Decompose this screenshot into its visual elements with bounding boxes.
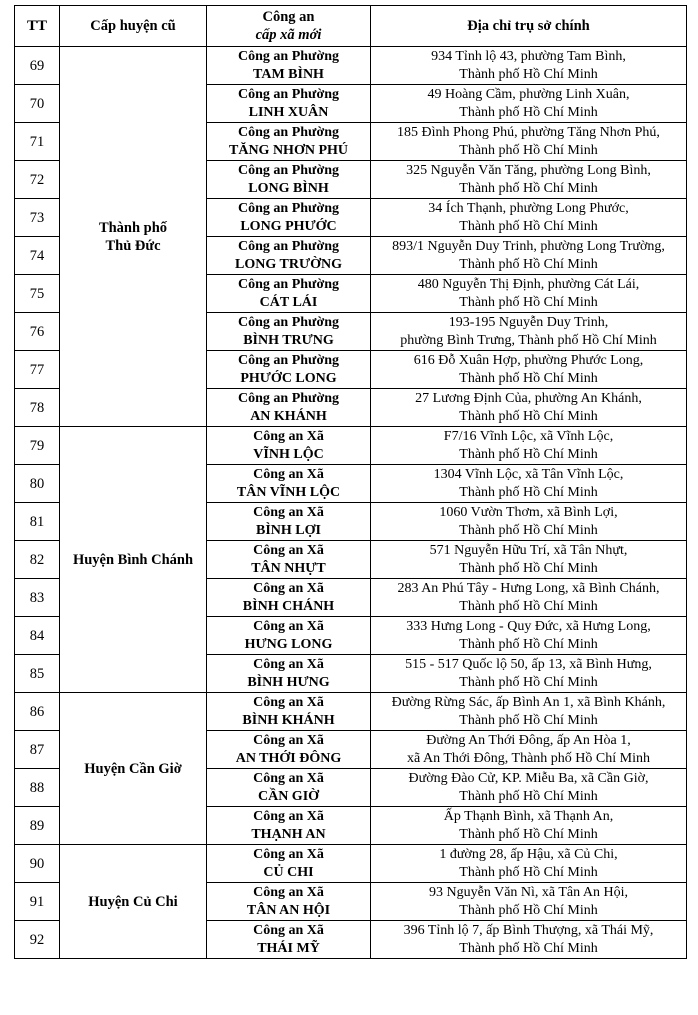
unit-name: PHƯỚC LONG	[240, 370, 337, 386]
row-number: 79	[15, 427, 60, 465]
unit-name: BÌNH TRƯNG	[243, 332, 334, 348]
address-line2: Thành phố Hồ Chí Minh	[459, 674, 598, 690]
row-number: 69	[15, 47, 60, 85]
row-number: 80	[15, 465, 60, 503]
address-cell	[371, 85, 687, 123]
address-cell	[371, 921, 687, 959]
address-line2: Thành phố Hồ Chí Minh	[459, 598, 598, 614]
unit-type: Công an Xã	[253, 694, 324, 710]
address-line1: 283 An Phú Tây - Hưng Long, xã Bình Chánh,	[397, 580, 660, 596]
unit-name: TÂN VĨNH LỘC	[236, 484, 341, 500]
police-address-table	[14, 5, 687, 959]
table-header-row	[15, 6, 687, 47]
unit-name: CẦN GIỜ	[257, 788, 320, 804]
address-line2: Thành phố Hồ Chí Minh	[459, 218, 598, 234]
row-number: 85	[15, 655, 60, 693]
address-line1: 49 Hoàng Cầm, phường Linh Xuân,	[427, 86, 630, 102]
unit-name: THẠNH AN	[251, 826, 326, 842]
new-unit-cell	[207, 693, 371, 731]
unit-name: BÌNH HƯNG	[247, 674, 330, 690]
address-cell	[371, 807, 687, 845]
old-district-name-line2: Thủ Đức	[105, 237, 161, 254]
unit-type: Công an Phường	[238, 390, 339, 406]
address-line1: 934 Tỉnh lộ 43, phường Tam Bình,	[431, 48, 626, 64]
table-body	[15, 47, 687, 959]
new-unit-cell	[207, 389, 371, 427]
address-line2: Thành phố Hồ Chí Minh	[459, 66, 598, 82]
table-row	[15, 845, 687, 883]
unit-name: LONG PHƯỚC	[240, 218, 337, 234]
new-unit-cell	[207, 845, 371, 883]
address-cell	[371, 845, 687, 883]
address-line1: 893/1 Nguyễn Duy Trinh, phường Long Trường,	[392, 238, 665, 254]
new-unit-cell	[207, 769, 371, 807]
table-row	[15, 47, 687, 85]
unit-type: Công an Phường	[238, 162, 339, 178]
address-line2: Thành phố Hồ Chí Minh	[459, 826, 598, 842]
row-number: 70	[15, 85, 60, 123]
address-cell	[371, 275, 687, 313]
row-number: 78	[15, 389, 60, 427]
address-cell	[371, 503, 687, 541]
unit-type: Công an Xã	[253, 732, 324, 748]
new-unit-cell	[207, 617, 371, 655]
address-line1: 93 Nguyễn Văn Nì, xã Tân An Hội,	[429, 884, 628, 900]
unit-name: BÌNH CHÁNH	[242, 598, 335, 614]
unit-type: Công an Xã	[253, 542, 324, 558]
old-district-name-line1: Huyện Cần Giờ	[84, 760, 182, 777]
new-unit-cell	[207, 503, 371, 541]
new-unit-cell	[207, 465, 371, 503]
unit-type: Công an Phường	[238, 200, 339, 216]
old-district-name-line1: Thành phố	[98, 219, 168, 236]
new-unit-cell	[207, 275, 371, 313]
unit-type: Công an Xã	[253, 846, 324, 862]
address-cell	[371, 47, 687, 85]
address-cell	[371, 161, 687, 199]
address-cell	[371, 123, 687, 161]
address-line1: 515 - 517 Quốc lộ 50, ấp 13, xã Bình Hưng,	[405, 656, 652, 672]
new-unit-cell	[207, 579, 371, 617]
unit-type: Công an Xã	[253, 770, 324, 786]
address-line2: Thành phố Hồ Chí Minh	[459, 712, 598, 728]
address-cell	[371, 465, 687, 503]
new-unit-cell	[207, 47, 371, 85]
new-unit-cell	[207, 237, 371, 275]
old-district-cell	[60, 427, 207, 693]
row-number: 92	[15, 921, 60, 959]
new-unit-cell	[207, 427, 371, 465]
row-number: 91	[15, 883, 60, 921]
row-number: 89	[15, 807, 60, 845]
row-number: 83	[15, 579, 60, 617]
unit-name: AN KHÁNH	[250, 408, 327, 424]
row-number: 77	[15, 351, 60, 389]
address-line2: Thành phố Hồ Chí Minh	[459, 940, 598, 956]
unit-name: TÂN AN HỘI	[246, 902, 331, 918]
address-cell	[371, 655, 687, 693]
header-address: Địa chỉ trụ sở chính	[371, 6, 687, 47]
unit-name: CÁT LÁI	[259, 294, 318, 310]
row-number: 86	[15, 693, 60, 731]
unit-name: LONG TRƯỜNG	[235, 256, 342, 272]
header-old-district: Cấp huyện cũ	[60, 6, 207, 47]
unit-type: Công an Xã	[253, 656, 324, 672]
new-unit-cell	[207, 655, 371, 693]
header-new-unit-line1: Công an	[262, 9, 315, 25]
new-unit-cell	[207, 921, 371, 959]
unit-type: Công an Phường	[238, 352, 339, 368]
address-line1: 396 Tỉnh lộ 7, ấp Bình Thượng, xã Thái Mỹ,	[403, 922, 654, 938]
row-number: 87	[15, 731, 60, 769]
address-cell	[371, 617, 687, 655]
address-line1: Đường Rừng Sác, ấp Bình An 1, xã Bình Khánh,	[391, 694, 666, 710]
address-cell	[371, 237, 687, 275]
address-cell	[371, 883, 687, 921]
unit-type: Công an Xã	[253, 808, 324, 824]
address-cell	[371, 579, 687, 617]
address-line1: 185 Đình Phong Phú, phường Tăng Nhơn Phú,	[397, 124, 660, 140]
unit-type: Công an Xã	[253, 504, 324, 520]
new-unit-cell	[207, 807, 371, 845]
address-line2: Thành phố Hồ Chí Minh	[459, 522, 598, 538]
unit-name: LINH XUÂN	[248, 104, 329, 120]
address-line1: 616 Đỗ Xuân Hợp, phường Phước Long,	[413, 352, 644, 368]
new-unit-cell	[207, 85, 371, 123]
unit-type: Công an Phường	[238, 238, 339, 254]
header-new-unit-line2: cấp xã mới	[255, 27, 322, 43]
unit-type: Công an Xã	[253, 428, 324, 444]
address-line2: Thành phố Hồ Chí Minh	[459, 902, 598, 918]
address-line1: Ấp Thạnh Bình, xã Thạnh An,	[443, 808, 614, 824]
row-number: 72	[15, 161, 60, 199]
address-line1: Đường An Thới Đông, ấp An Hòa 1,	[426, 732, 631, 748]
row-number: 82	[15, 541, 60, 579]
address-cell	[371, 693, 687, 731]
address-cell	[371, 199, 687, 237]
table-row	[15, 693, 687, 731]
address-cell	[371, 769, 687, 807]
address-line2: Thành phố Hồ Chí Minh	[459, 180, 598, 196]
header-new-unit	[207, 6, 371, 47]
address-cell	[371, 313, 687, 351]
new-unit-cell	[207, 313, 371, 351]
unit-type: Công an Phường	[238, 124, 339, 140]
address-line1: 333 Hưng Long - Quy Đức, xã Hưng Long,	[406, 618, 651, 634]
row-number: 88	[15, 769, 60, 807]
address-line2: Thành phố Hồ Chí Minh	[459, 104, 598, 120]
unit-name: HƯNG LONG	[244, 636, 333, 652]
row-number: 84	[15, 617, 60, 655]
unit-name: CỦ CHI	[263, 864, 314, 880]
row-number: 75	[15, 275, 60, 313]
row-number: 81	[15, 503, 60, 541]
address-line1: 193-195 Nguyễn Duy Trinh,	[448, 314, 609, 330]
address-cell	[371, 351, 687, 389]
unit-type: Công an Xã	[253, 466, 324, 482]
address-cell	[371, 731, 687, 769]
unit-type: Công an Xã	[253, 884, 324, 900]
unit-name: TAM BÌNH	[253, 66, 324, 82]
unit-name: BÌNH LỢI	[256, 522, 321, 538]
new-unit-cell	[207, 123, 371, 161]
address-line2: Thành phố Hồ Chí Minh	[459, 256, 598, 272]
address-line1: 1304 Vĩnh Lộc, xã Tân Vĩnh Lộc,	[433, 466, 624, 482]
unit-type: Công an Phường	[238, 276, 339, 292]
row-number: 73	[15, 199, 60, 237]
header-tt: TT	[15, 6, 60, 47]
unit-type: Công an Phường	[238, 86, 339, 102]
address-line1: 571 Nguyễn Hữu Trí, xã Tân Nhựt,	[429, 542, 628, 558]
address-line2: Thành phố Hồ Chí Minh	[459, 788, 598, 804]
new-unit-cell	[207, 731, 371, 769]
address-cell	[371, 427, 687, 465]
address-line1: 1060 Vườn Thơm, xã Bình Lợi,	[439, 504, 618, 520]
table-row	[15, 427, 687, 465]
row-number: 90	[15, 845, 60, 883]
unit-name: LONG BÌNH	[248, 180, 329, 196]
address-cell	[371, 389, 687, 427]
address-line1: 480 Nguyễn Thị Định, phường Cát Lái,	[417, 276, 640, 292]
address-line2: Thành phố Hồ Chí Minh	[459, 446, 598, 462]
address-line2: Thành phố Hồ Chí Minh	[459, 484, 598, 500]
address-line2: Thành phố Hồ Chí Minh	[459, 142, 598, 158]
old-district-name-line1: Huyện Bình Chánh	[72, 551, 194, 568]
unit-type: Công an Phường	[238, 314, 339, 330]
old-district-name-line1: Huyện Củ Chi	[88, 893, 178, 910]
address-line1: F7/16 Vĩnh Lộc, xã Vĩnh Lộc,	[443, 428, 614, 444]
unit-name: THÁI MỸ	[257, 940, 320, 956]
unit-type: Công an Xã	[253, 580, 324, 596]
new-unit-cell	[207, 199, 371, 237]
new-unit-cell	[207, 351, 371, 389]
address-line2: Thành phố Hồ Chí Minh	[459, 294, 598, 310]
address-line1: 1 đường 28, ấp Hậu, xã Củ Chi,	[439, 846, 618, 862]
new-unit-cell	[207, 541, 371, 579]
row-number: 74	[15, 237, 60, 275]
unit-name: TÂN NHỰT	[251, 560, 326, 576]
row-number: 76	[15, 313, 60, 351]
unit-name: VĨNH LỘC	[253, 446, 324, 462]
unit-name: AN THỚI ĐÔNG	[235, 750, 342, 766]
unit-type: Công an Xã	[253, 618, 324, 634]
address-line2: Thành phố Hồ Chí Minh	[459, 408, 598, 424]
address-line2: Thành phố Hồ Chí Minh	[459, 636, 598, 652]
new-unit-cell	[207, 883, 371, 921]
old-district-cell	[60, 693, 207, 845]
new-unit-cell	[207, 161, 371, 199]
unit-type: Công an Phường	[238, 48, 339, 64]
address-line2: Thành phố Hồ Chí Minh	[459, 560, 598, 576]
address-line2: Thành phố Hồ Chí Minh	[459, 864, 598, 880]
unit-type: Công an Xã	[253, 922, 324, 938]
row-number: 71	[15, 123, 60, 161]
address-line2: xã An Thới Đông, Thành phố Hồ Chí Minh	[407, 750, 650, 766]
address-line2: phường Bình Trưng, Thành phố Hồ Chí Minh	[400, 332, 657, 348]
address-line1: 325 Nguyễn Văn Tăng, phường Long Bình,	[406, 162, 651, 178]
old-district-cell	[60, 845, 207, 959]
unit-name: BÌNH KHÁNH	[242, 712, 335, 728]
unit-name: TĂNG NHƠN PHÚ	[229, 142, 348, 158]
address-line1: 34 Ích Thạnh, phường Long Phước,	[428, 200, 629, 216]
address-line1: 27 Lương Định Của, phường An Khánh,	[415, 390, 642, 406]
old-district-cell	[60, 47, 207, 427]
address-line2: Thành phố Hồ Chí Minh	[459, 370, 598, 386]
address-line1: Đường Đào Cử, KP. Miễu Ba, xã Cần Giờ,	[408, 770, 649, 786]
address-cell	[371, 541, 687, 579]
